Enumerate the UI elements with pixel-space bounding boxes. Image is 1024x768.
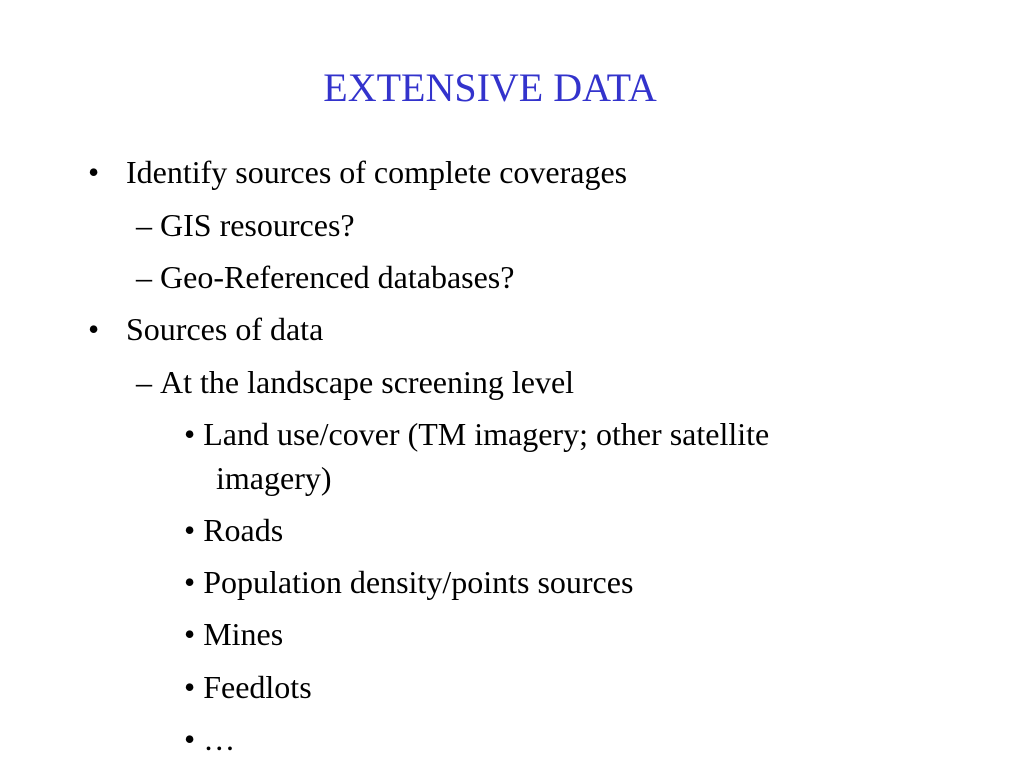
sub-sub-item-text: Land use/cover (TM imagery; other satellite	[203, 416, 770, 452]
bullet-icon: •	[88, 311, 100, 347]
sub-item	[136, 205, 355, 245]
slide-title: EXTENSIVE DATA	[323, 65, 657, 110]
bullet-icon: •	[184, 416, 196, 452]
sub-item	[136, 257, 514, 297]
sub-sub-item	[184, 562, 633, 602]
sub-sub-item-text: Mines	[203, 616, 284, 652]
bullet-icon: •	[184, 669, 196, 705]
sub-sub-item	[184, 510, 283, 550]
sub-sub-item	[184, 614, 283, 654]
bullet-icon: •	[184, 512, 196, 548]
sub-item-text: Geo-Referenced databases?	[160, 259, 515, 295]
bullet-text: Identify sources of complete coverages	[126, 154, 628, 190]
sub-sub-item-text: Population density/points sources	[203, 564, 634, 600]
sub-item	[136, 362, 574, 402]
dash-icon: –	[136, 364, 152, 400]
bullet-icon: •	[184, 564, 196, 600]
sub-item-text: At the landscape screening level	[160, 364, 575, 400]
bullet-icon: •	[88, 154, 100, 190]
bullet-icon: •	[184, 721, 196, 757]
sub-sub-item-continuation: imagery)	[216, 460, 332, 496]
sub-sub-item-text: Roads	[203, 512, 284, 548]
sub-sub-item-text: …	[203, 721, 236, 757]
sub-item-text: GIS resources?	[160, 207, 355, 243]
bullet-text: Sources of data	[126, 311, 324, 347]
sub-sub-item	[184, 414, 769, 454]
sub-sub-item	[184, 667, 312, 707]
dash-icon: –	[136, 259, 152, 295]
sub-sub-item	[184, 719, 235, 759]
sub-sub-item-text: Feedlots	[203, 669, 312, 705]
bullet-icon: •	[184, 616, 196, 652]
dash-icon: –	[136, 207, 152, 243]
